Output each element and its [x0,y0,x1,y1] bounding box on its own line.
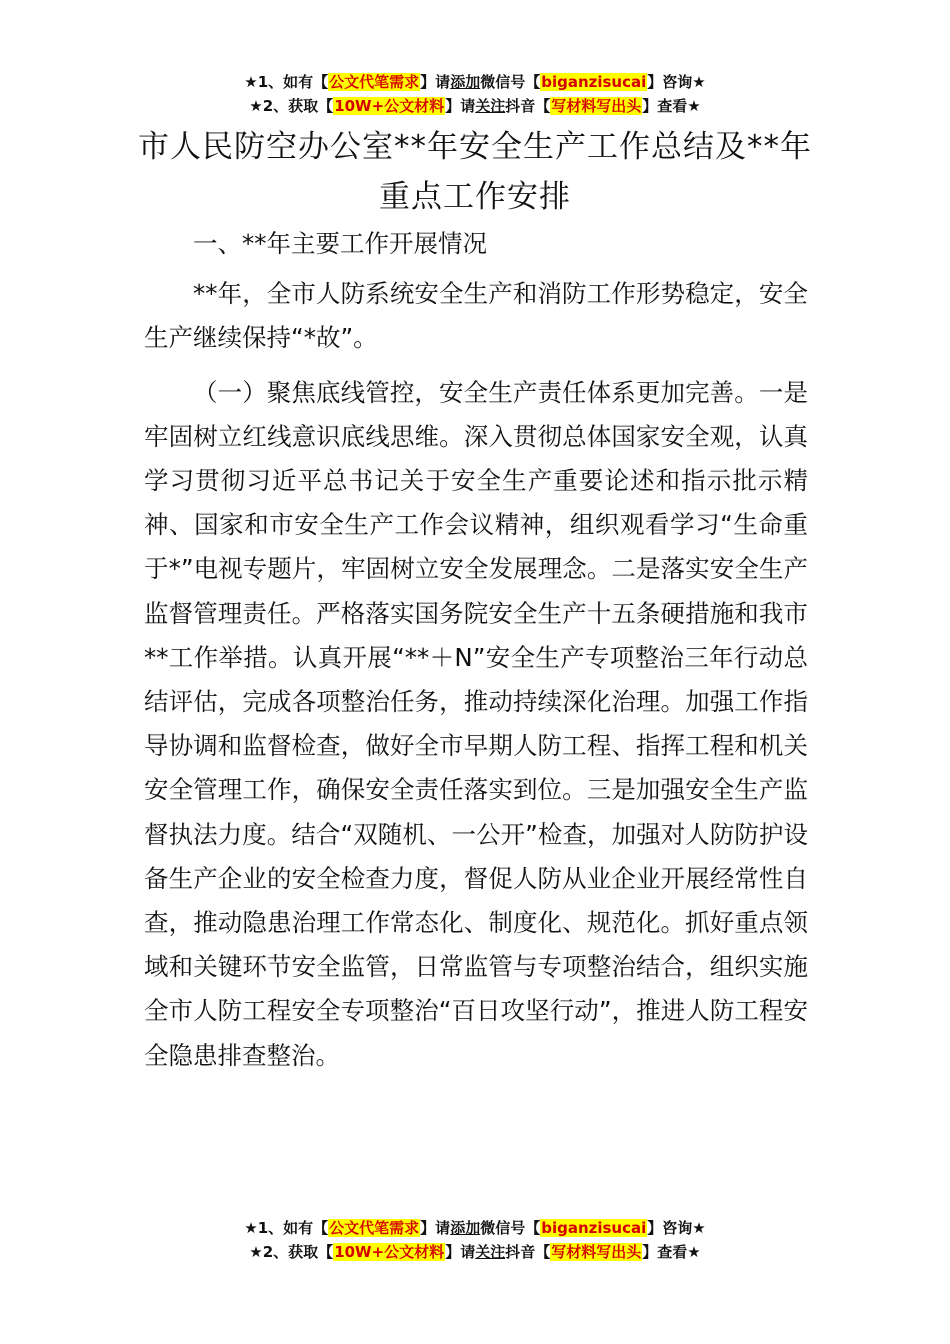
promo-line-1 [0,1216,950,1240]
promo-line-2 [0,1240,950,1264]
promo-text: 】查看★ [642,1243,701,1261]
promo-highlight: 公文代笔需求 [329,1219,420,1237]
promo-text: ★2、获取【 [249,1243,334,1261]
body-paragraph: （一）聚焦底线管控，安全生产责任体系更加完善。一是牢固树立红线意识底线思维。深入贯彻总体国家安全观，认真学习贯彻习近平总书记关于安全生产重要论述和指示批示精神、国家和市安全生产工作会议精神，组织观看学习“生命重于*”电视专题片，牢固树立安全发展理念。二是落实安全生产监督管理责任。严格落实国务院安全生产十五条硬措施和我市**工作举措。认真开展“**＋N”安全生产专项整治三年行动总结评估，完成各项整治任务，推动持续深化治理。加强工作指导协调和监督检查，做好全市早期人防工程、指挥工程和机关安全管理工作，确保安全责任落实到位。三是加强安全生产监督执法力度。结合“双随机、一公开”检查，加强对人防防护设备生产企业的安全检查力度，督促人防从业企业开展经常性自查，推动隐患治理工作常态化、制度化、规范化。抓好重点领域和关键环节安全监管，日常监管与专项整治结合，组织实施全市人防工程安全专项整治“百日攻坚行动”，推进人防工程安全隐患排查整治。 [144,377,808,1070]
promo-banner-bottom [0,1216,950,1264]
promo-underlined: 关注 [475,1243,506,1261]
promo-text: 抖音【 [505,1243,551,1261]
promo-highlight: biganzisucai [541,73,647,91]
promo-banner-top [0,70,950,118]
promo-text: ★1、如有【 [244,1219,329,1237]
section-heading: 一、**年主要工作开展情况 [193,229,487,258]
promo-text: 微信号【 [480,73,541,91]
promo-underlined: 添加 [450,73,481,91]
promo-text: ★2、获取【 [249,97,334,115]
promo-text: 】请 [445,97,476,115]
promo-text: 】请 [420,73,451,91]
promo-highlight: 写材料写出头 [551,1243,642,1261]
promo-line-2 [0,94,950,118]
promo-highlight: 写材料写出头 [551,97,642,115]
promo-text: ★1、如有【 [244,73,329,91]
promo-underlined: 关注 [475,97,506,115]
promo-text: 】请 [420,1219,451,1237]
promo-text: 】查看★ [642,97,701,115]
intro-paragraph: **年，全市人防系统安全生产和消防工作形势稳定，安全生产继续保持“*故”。 [144,279,808,353]
promo-highlight: 10W+公文材料 [334,97,445,115]
promo-highlight: 公文代笔需求 [329,73,420,91]
promo-highlight: 10W+公文材料 [334,1243,445,1261]
promo-underlined: 添加 [450,1219,481,1237]
promo-text: 】请 [445,1243,476,1261]
promo-text: 】咨询★ [647,73,706,91]
promo-text: 抖音【 [505,97,551,115]
document-body [144,222,808,1078]
promo-line-1 [0,70,950,94]
promo-highlight: biganzisucai [541,1219,647,1237]
promo-text: 微信号【 [480,1219,541,1237]
document-title: 市人民防空办公室**年安全生产工作总结及**年重点工作安排 [138,129,812,215]
promo-text: 】咨询★ [647,1219,706,1237]
